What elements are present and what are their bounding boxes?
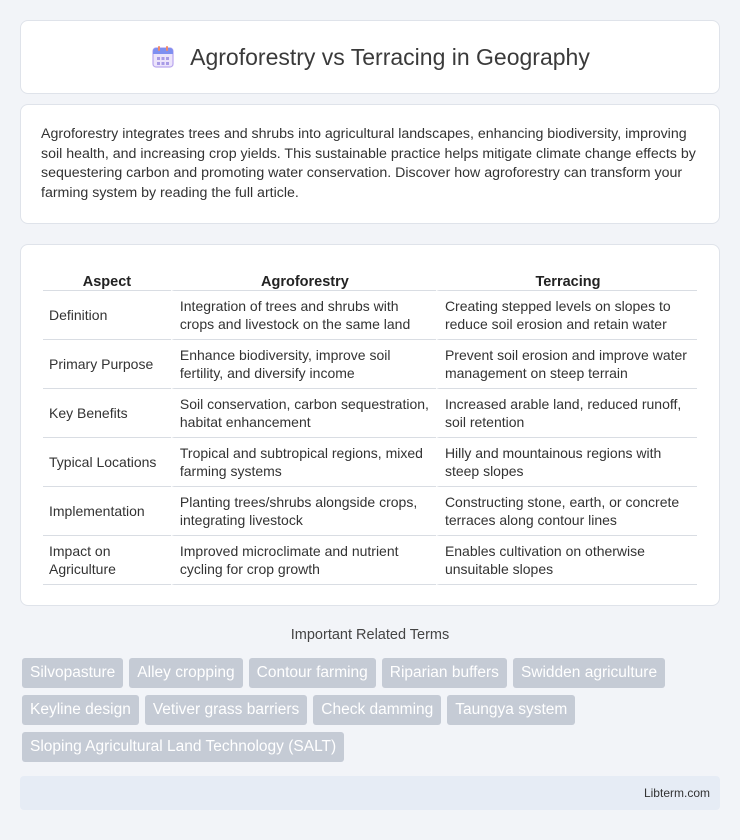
cell-aspect: Key Benefits <box>43 389 171 438</box>
cell-terracing: Increased arable land, reduced runoff, soil retention <box>436 389 697 438</box>
table-row <box>43 389 697 438</box>
related-term-tag[interactable]: Contour farming <box>249 658 376 688</box>
related-term-tag[interactable]: Alley cropping <box>129 658 242 688</box>
title-card <box>20 20 720 94</box>
related-term-tag[interactable]: Vetiver grass barriers <box>145 695 307 725</box>
related-terms-list <box>22 658 712 762</box>
cell-aspect: Definition <box>43 291 171 340</box>
cell-agroforestry: Planting trees/shrubs alongside crops, integrating livestock <box>171 487 436 536</box>
cell-aspect: Primary Purpose <box>43 340 171 389</box>
related-term-tag[interactable]: Keyline design <box>22 695 139 725</box>
intro-text: Agroforestry integrates trees and shrubs into agricultural landscapes, enhancing biodiversity, improving soil health, and increasing crop yields. This sustainable practice helps mitigate climate change effects by sequestering carbon and promoting water conservation. Discover how agroforestry can transform your farming system by reading the full article. <box>41 126 696 201</box>
related-term-tag[interactable]: Taungya system <box>447 695 575 725</box>
cell-agroforestry: Integration of trees and shrubs with crops and livestock on the same land <box>171 291 436 340</box>
page-title: Agroforestry vs Terracing in Geography <box>190 43 590 70</box>
cell-terracing: Creating stepped levels on slopes to reduce soil erosion and retain water <box>436 291 697 340</box>
related-term-tag[interactable]: Silvopasture <box>22 658 123 688</box>
cell-terracing: Prevent soil erosion and improve water management on steep terrain <box>436 340 697 389</box>
table-row <box>43 340 697 389</box>
related-term-tag[interactable]: Swidden agriculture <box>513 658 665 688</box>
cell-agroforestry: Improved microclimate and nutrient cycling for crop growth <box>171 536 436 585</box>
title-row <box>150 44 590 71</box>
table-row <box>43 438 697 487</box>
table-header-row <box>43 265 697 291</box>
comparison-table-card <box>20 244 720 606</box>
table-row <box>43 536 697 585</box>
related-term-tag[interactable]: Sloping Agricultural Land Technology (SALT) <box>22 732 344 762</box>
header-terracing: Terracing <box>436 265 697 291</box>
header-agroforestry: Agroforestry <box>171 265 436 291</box>
footer <box>20 776 720 810</box>
intro-card <box>20 104 720 224</box>
cell-terracing: Enables cultivation on otherwise unsuitable slopes <box>436 536 697 585</box>
cell-agroforestry: Tropical and subtropical regions, mixed farming systems <box>171 438 436 487</box>
table-row <box>43 291 697 340</box>
header-aspect: Aspect <box>43 265 171 291</box>
cell-agroforestry: Enhance biodiversity, improve soil fertility, and diversify income <box>171 340 436 389</box>
cell-terracing: Hilly and mountainous regions with steep slopes <box>436 438 697 487</box>
footer-site-link[interactable]: Libterm.com <box>643 786 710 800</box>
related-terms-heading: Important Related Terms <box>290 627 450 643</box>
cell-aspect: Impact on Agriculture <box>43 536 171 585</box>
cell-agroforestry: Soil conservation, carbon sequestration, habitat enhancement <box>171 389 436 438</box>
related-term-tag[interactable]: Riparian buffers <box>382 658 507 688</box>
cell-aspect: Implementation <box>43 487 171 536</box>
related-term-tag[interactable]: Check damming <box>313 695 441 725</box>
calendar-icon <box>150 44 176 70</box>
comparison-table <box>43 265 697 585</box>
table-row <box>43 487 697 536</box>
cell-aspect: Typical Locations <box>43 438 171 487</box>
cell-terracing: Constructing stone, earth, or concrete terraces along contour lines <box>436 487 697 536</box>
